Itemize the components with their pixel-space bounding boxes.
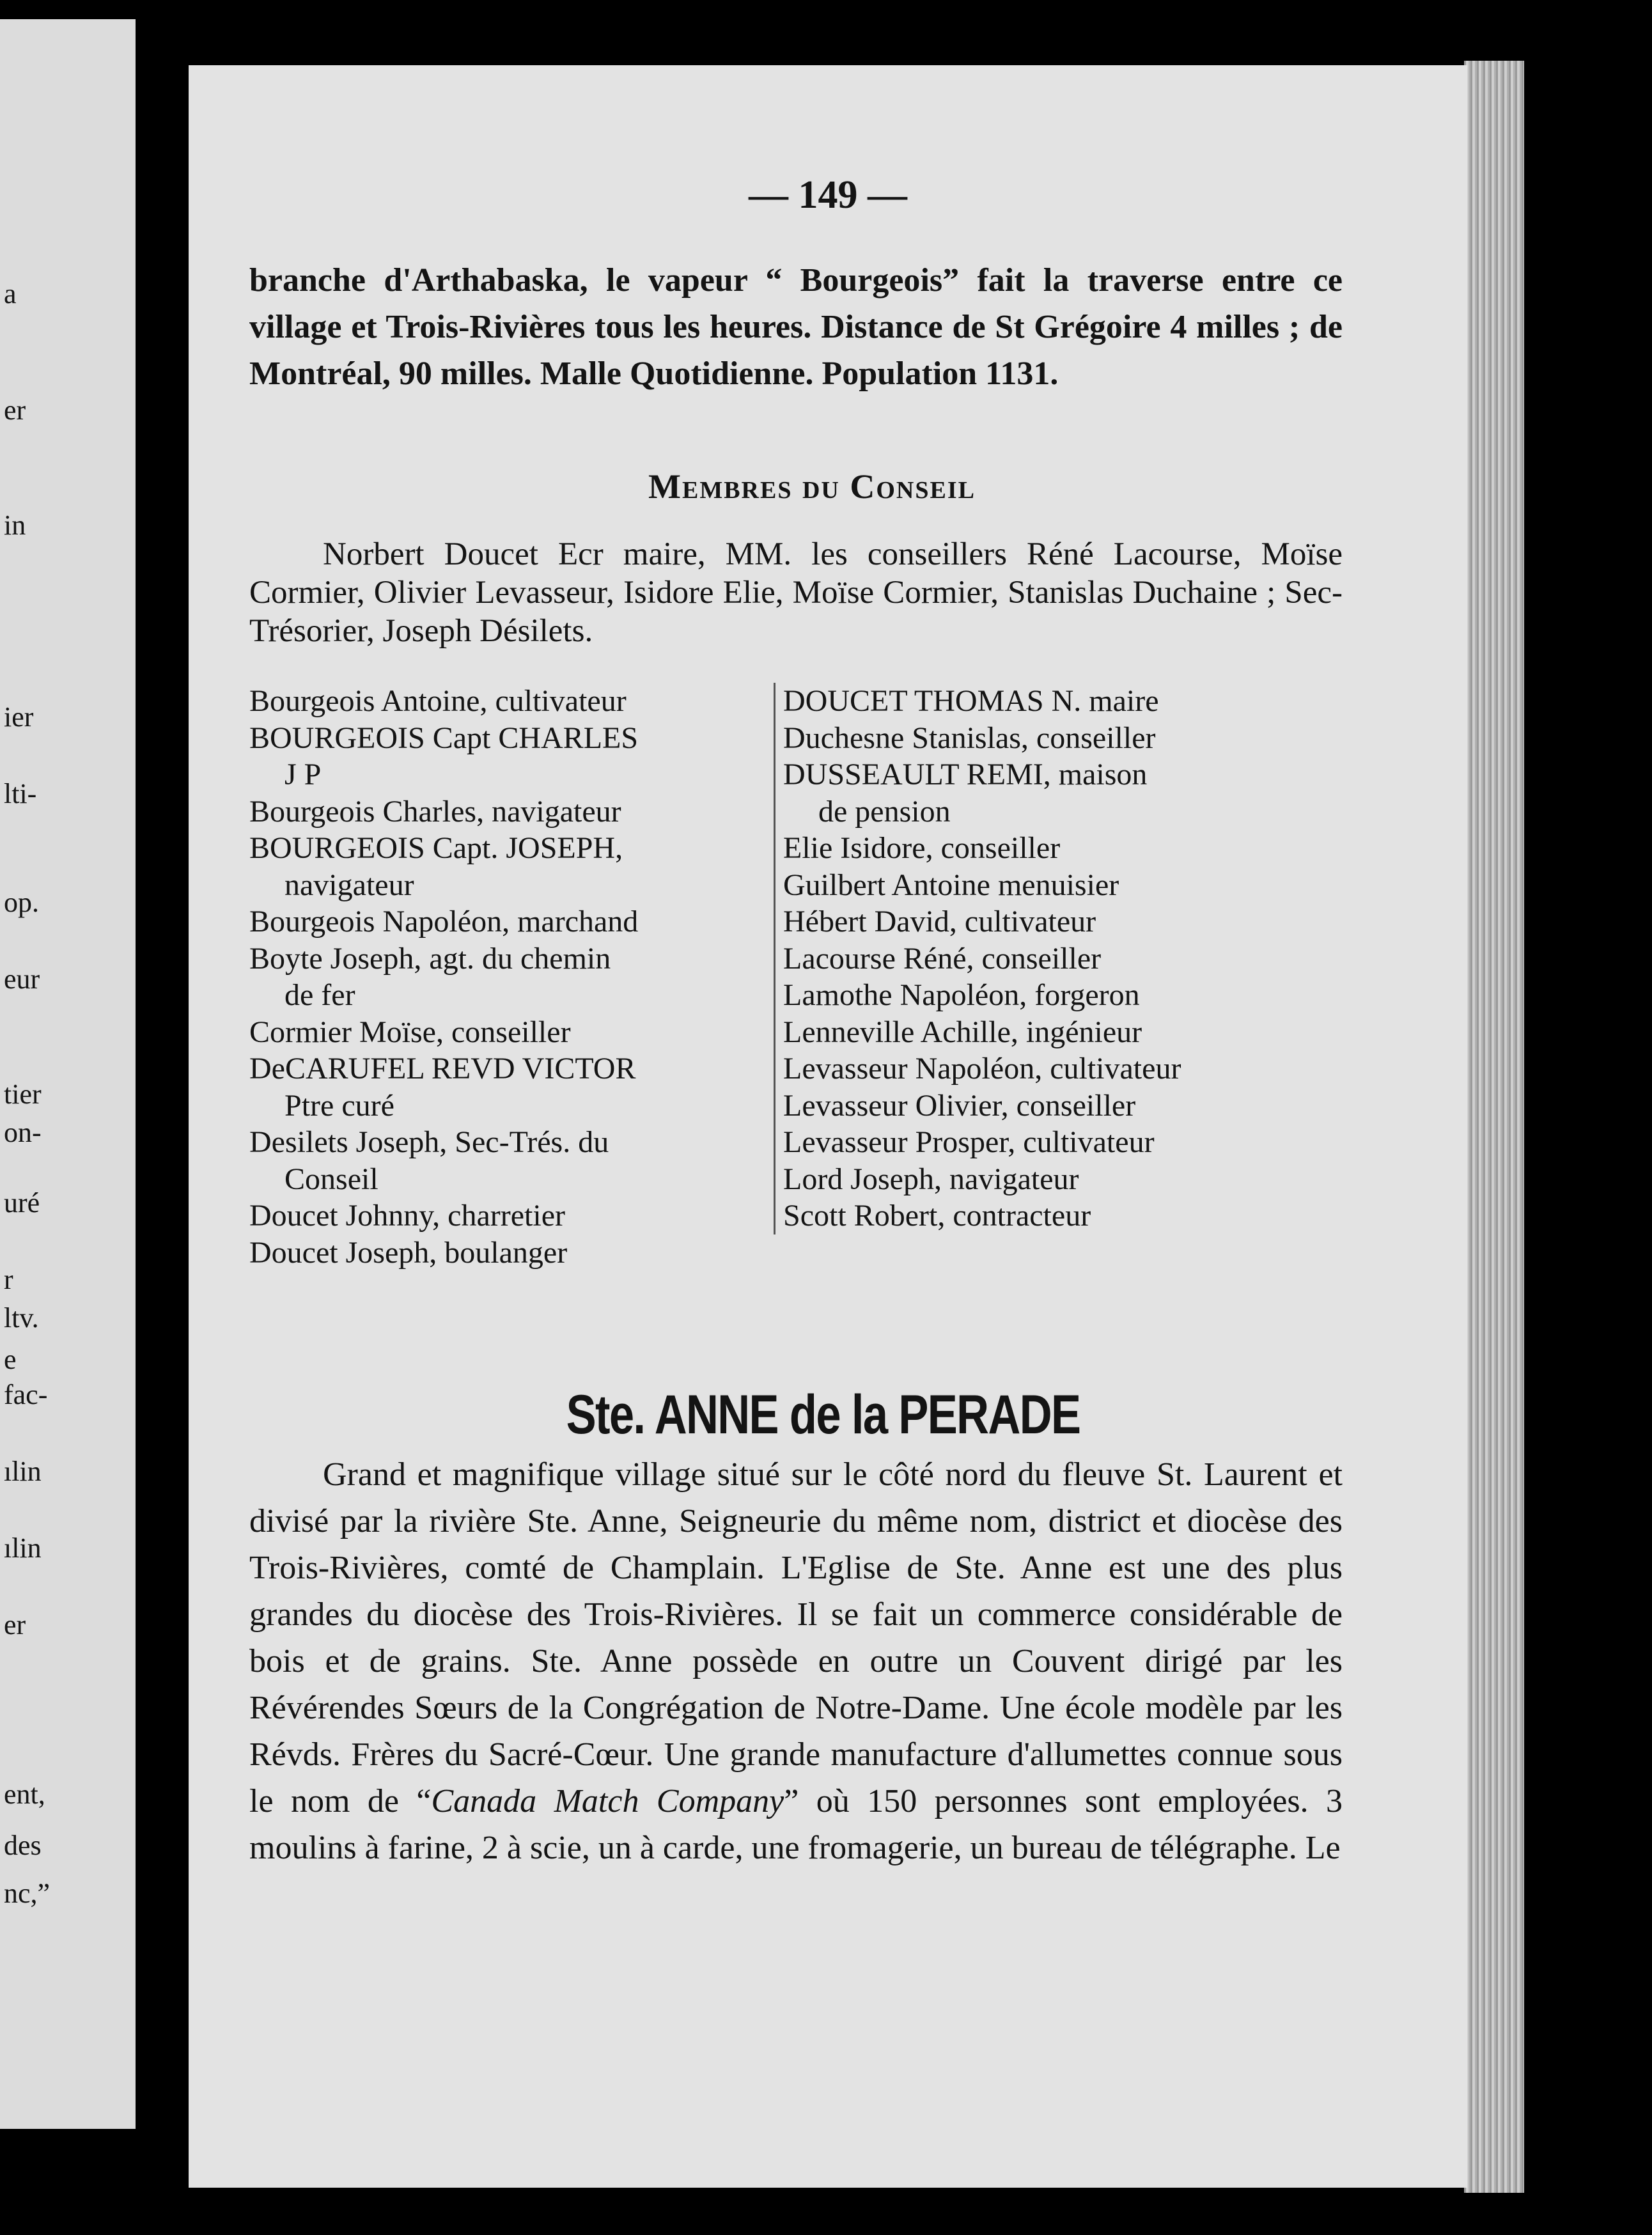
left-page-fragment: uré xyxy=(4,1187,40,1219)
entry-continuation: navigateur xyxy=(284,868,414,902)
entry-continuation: Conseil xyxy=(284,1162,378,1196)
directory-entry xyxy=(249,940,774,1014)
left-page-fragment: des xyxy=(4,1830,42,1861)
entry-text: Desilets Joseph, Sec-Trés. du xyxy=(249,1125,609,1159)
left-page-fragment: fac- xyxy=(4,1379,48,1410)
page-edge-stack xyxy=(1464,61,1524,2193)
entry-text: Elie Isidore, conseiller xyxy=(783,831,1061,865)
directory-entry xyxy=(783,867,1295,904)
entry-continuation: Ptre curé xyxy=(284,1088,394,1123)
section-paragraph xyxy=(249,1451,1343,1871)
council-heading: Membres du Conseil xyxy=(648,467,976,506)
entry-text: Levasseur Olivier, conseiller xyxy=(783,1088,1136,1123)
entry-text: Guilbert Antoine menuisier xyxy=(783,868,1119,902)
book-page xyxy=(189,65,1467,2188)
left-page-fragment: nc,” xyxy=(4,1878,51,1909)
directory-entry xyxy=(783,683,1295,720)
directory-entry xyxy=(249,1197,774,1234)
entry-text: DeCARUFEL REVD VICTOR xyxy=(249,1052,636,1086)
left-page-fragment: e xyxy=(4,1344,17,1375)
left-page-fragment: r xyxy=(4,1264,13,1295)
council-paragraph: Norbert Doucet Ecr maire, MM. les conseillers Réné Lacourse, Moïse Cormier, Olivier Levasseur, Isidore Elie, Moïse Cormier, Stanislas Duchaine ; Sec-Trésorier, Joseph Désilets. xyxy=(249,536,1343,649)
left-page-fragment: op. xyxy=(4,887,39,918)
entry-text: Levasseur Napoléon, cultivateur xyxy=(783,1052,1181,1086)
left-page-fragment: er xyxy=(4,1609,26,1640)
directory-entry xyxy=(783,830,1295,867)
directory-column-left xyxy=(249,683,774,1271)
directory-entry xyxy=(249,1124,774,1197)
entry-text: Lamothe Napoléon, forgeron xyxy=(783,978,1140,1012)
page-number: — 149 — xyxy=(749,173,907,217)
directory-entry xyxy=(783,1050,1295,1087)
directory-entry xyxy=(249,1050,774,1124)
directory-entry xyxy=(249,1014,774,1051)
left-page-fragment: ılin xyxy=(4,1532,42,1564)
directory-entry xyxy=(783,720,1295,757)
directory-entry xyxy=(783,940,1295,977)
directory-entry xyxy=(783,1124,1295,1161)
entry-text: BOURGEOIS Capt CHARLES xyxy=(249,720,639,755)
section-text-part2: ” où 150 personnes sont employées. 3 moulins à farine, 2 à scie, un à carde, une fromagerie, un bureau de télégraphe. Le xyxy=(249,1783,1343,1866)
adjacent-left-page xyxy=(0,19,136,2129)
entry-text: Scott Robert, contracteur xyxy=(783,1199,1091,1233)
entry-text: Cormier Moïse, conseiller xyxy=(249,1015,571,1049)
intro-paragraph xyxy=(249,257,1343,397)
entry-text: DUSSEAULT REMI, maison xyxy=(783,758,1148,791)
directory-entry xyxy=(249,720,774,793)
directory-entry xyxy=(249,903,774,940)
directory-entry xyxy=(783,1161,1295,1198)
left-page-fragment: ent, xyxy=(4,1779,45,1810)
directory-entry xyxy=(249,793,774,830)
entry-continuation: de pension xyxy=(818,794,951,829)
left-page-fragment: lti- xyxy=(4,778,37,809)
entry-text: Bourgeois Charles, navigateur xyxy=(249,794,621,829)
left-page-fragment: eur xyxy=(4,963,40,995)
left-page-fragment: tier xyxy=(4,1079,42,1110)
intro-text: branche d'Arthabaska, le vapeur “ Bourgeois” fait la traverse entre ce village et Trois-Rivières tous les heures. Distance de St Grégoire 4 milles ; de Montréal, 90 milles. Malle Quotidienne. Population 1131. xyxy=(249,262,1343,392)
entry-text: Duchesne Stanislas, conseiller xyxy=(783,720,1156,755)
left-page-fragment: er xyxy=(4,394,26,426)
entry-text: DOUCET THOMAS N. maire xyxy=(783,684,1159,718)
left-page-fragment: a xyxy=(4,278,17,309)
directory-entry xyxy=(249,830,774,903)
directory-listing xyxy=(249,683,1349,1360)
entry-text: Lacourse Réné, conseiller xyxy=(783,941,1102,976)
directory-entry xyxy=(783,977,1295,1014)
directory-entry xyxy=(783,1197,1295,1234)
directory-entry xyxy=(783,1087,1295,1125)
entry-text: Boyte Joseph, agt. du chemin xyxy=(249,941,611,976)
left-page-fragment: ier xyxy=(4,701,34,733)
left-page-fragment: on- xyxy=(4,1117,42,1148)
section-title: Ste. ANNE de la PERADE xyxy=(566,1384,1080,1445)
entry-text: BOURGEOIS Capt. JOSEPH, xyxy=(249,831,623,865)
directory-entry xyxy=(783,903,1295,940)
company-name: Canada Match Company xyxy=(431,1783,784,1819)
section-text-part1: Grand et magnifique village situé sur le côté nord du fleuve St. Laurent et divisé par la rivière Ste. Anne, Seigneurie du même nom, district et diocèse des Trois-Rivières, comté de Champlain. L'Eglise de Ste. Anne est une des plus grandes du diocèse des Trois-Rivières. Il se fait un commerce considérable de bois et de grains. Ste. Anne possède en outre un Couvent dirigé par les Révérendes Sœurs de la Congrégation de Notre-Dame. Une école modèle par les Révds. Frères du Sacré-Cœur. Une grande manufacture d'allumettes connue sous le nom de “ xyxy=(249,1456,1343,1819)
entry-text: Doucet Johnny, charretier xyxy=(249,1199,566,1233)
entry-text: Bourgeois Napoléon, marchand xyxy=(249,905,639,938)
entry-text: Hébert David, cultivateur xyxy=(783,905,1096,938)
entry-continuation: J P xyxy=(284,758,322,791)
left-page-fragment: in xyxy=(4,510,26,541)
directory-entry xyxy=(783,756,1295,830)
entry-text: Doucet Joseph, boulanger xyxy=(249,1235,568,1270)
directory-entry xyxy=(249,683,774,720)
entry-text: Lenneville Achille, ingénieur xyxy=(783,1015,1142,1049)
entry-continuation: de fer xyxy=(284,978,355,1012)
directory-entry xyxy=(783,1014,1295,1051)
directory-entry xyxy=(249,1234,774,1272)
entry-text: Lord Joseph, navigateur xyxy=(783,1162,1079,1196)
entry-text: Bourgeois Antoine, cultivateur xyxy=(249,684,627,718)
directory-column-right xyxy=(774,683,1295,1234)
section-body xyxy=(249,1451,1343,1871)
left-page-fragment: ılin xyxy=(4,1456,42,1487)
entry-text: Levasseur Prosper, cultivateur xyxy=(783,1125,1155,1159)
left-page-fragment: ltv. xyxy=(4,1302,39,1334)
